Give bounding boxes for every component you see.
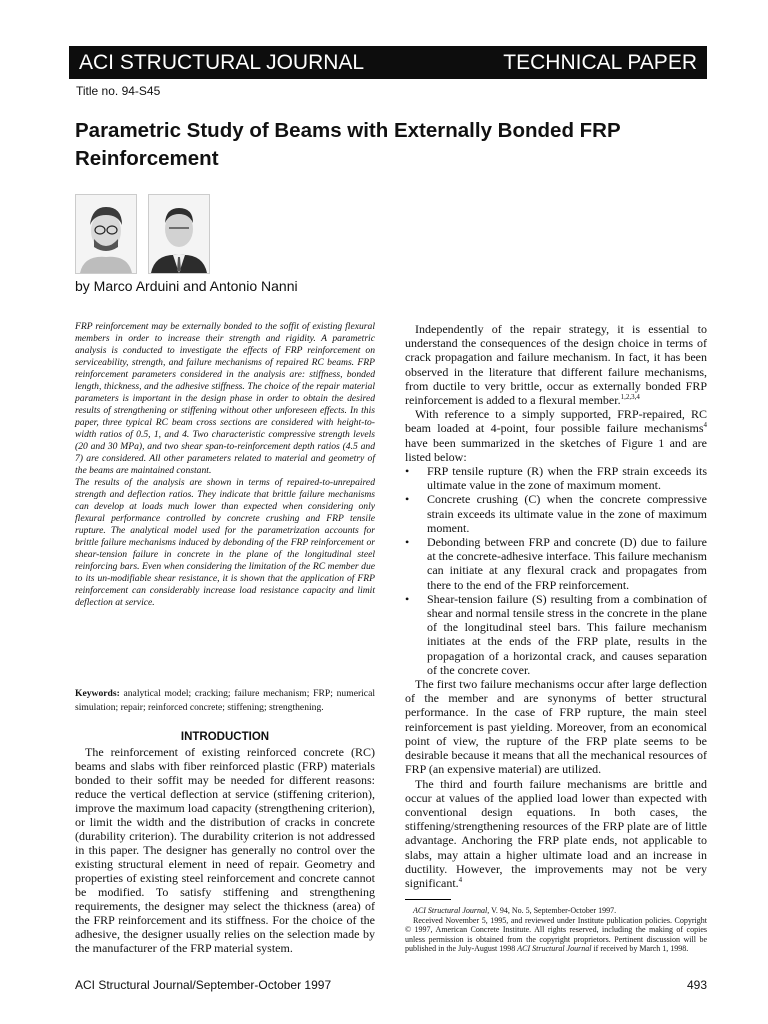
journal-header-bar — [69, 46, 707, 79]
body-paragraph — [405, 322, 707, 407]
author-photo-nanni — [148, 194, 210, 274]
publication-notes — [405, 906, 707, 954]
list-item: • Shear-tension failure (S) resulting from a combination of shear and normal tensile stress in the concrete in the plane of the longitudinal steel bars. This failure mechanism initiates at the ends of the FRP plate, results in the propagation of a horizontal crack, and causes separation of the concrete cover. — [405, 592, 707, 677]
footer-journal-issue: ACI Structural Journal/September-October 1997 — [75, 978, 332, 992]
body-paragraph — [405, 777, 707, 891]
author-byline: by Marco Arduini and Antonio Nanni — [75, 278, 298, 294]
page-number: 493 — [686, 978, 707, 992]
introduction-paragraph: The reinforcement of existing reinforced concrete (RC) beams and slabs with fiber reinforced plastic (FRP) materials bonded to their soffit may be needed for different reasons: reduce the vertical deflection at service (stiffening criterion), improve the maximum load capacity (strengthening criterion), or limit the width and the distribution of cracks in concrete (durability criterion). The durability criterion is not addressed in this paper. The designer has generally no control over the existing structural element in need of repair. Geometry and properties of existing steel reinforcement and concrete cannot be modified. To satisfy stiffening and strengthening requirements, the designer may select the thickness (area) of the FRP reinforcement and its stiffness. For the choice of the adhesive, the designer usually relies on the selection made by the manufacturer of the FRP material system. — [75, 745, 375, 955]
journal-name: ACI STRUCTURAL JOURNAL — [79, 50, 365, 74]
body-paragraph: The first two failure mechanisms occur after large deflection of the member and are synonyms of better structural performance. In the case of FRP rupture, the main steel reinforcement is past yielding. Moreover, from an economical point of view, the rupture of the FRP plate seems to be desirable because it means that all the mechanical resources of FRP (an expensive material) are utilized. — [405, 677, 707, 777]
journal-name-italic: ACI Structural Journal — [413, 906, 488, 915]
title-number: Title no. 94-S45 — [76, 84, 161, 98]
abstract-paragraph: FRP reinforcement may be externally bonded to the soffit of existing flexural members in order to increase their strength and rigidity. A parametric analysis is conducted to investigate the effects of FRP reinforcement on serviceability, strength, and failure mechanisms of repaired RC beams. FRP reinforcement parameters considered in the analysis are: stiffness, bonded length, thickness, and the adhesive stiffness. The choice of the repair material parameters is important in the design phase in order to obtain the desired results of strengthening or stiffening without other unforeseen effects. In this paper, three typical RC beam cross sections are considered with height-to-width ratios of 0.5, 1, and 4. Two characteristic compressive strength levels (20 and 30 MPa), and two shear span-to-reinforcement depth ratios (4.5 and 7) are considered. All other parameters related to material and geometry of the beams are maintained constant. — [75, 321, 375, 476]
failure-mechanism-list — [405, 464, 707, 677]
list-item: • Debonding between FRP and concrete (D) due to failure at the concrete-adhesive interface. This failure mechanism can initiate at any flexural crack and propagates from there to the end of the FRP reinforcement. — [405, 535, 707, 592]
footnote-divider — [405, 899, 451, 900]
abstract-paragraph: The results of the analysis are shown in terms of repaired-to-unrepaired strength and deflection ratios. They indicate that brittle failure mechanisms can develop at loads much lower than expected when considering only flexural performance controlled by concrete crushing and FRP tensile rupture. The analytical model used for the parametrization accounts for brittle failure mechanisms induced by debonding of the FRP reinforcement or shear-tension failure in concrete in the plane of the longitudinal steel reinforcing bars. Even when considering the limitation of the RC member due to its un-modifiable shear resistance, it is shown that the application of FRP reinforcement can considerably increase load resistance capacity and limit deflection at service. — [75, 477, 375, 608]
paper-type: TECHNICAL PAPER — [503, 50, 697, 74]
body-text: With reference to a simply supported, FRP-repaired, RC beam loaded at 4-point, four possible failure mechanisms — [405, 407, 707, 436]
note-text: if received by March 1, 1998. — [591, 944, 689, 953]
list-item: • FRP tensile rupture (R) when the FRP strain exceeds its ultimate value in the zone of maximum moment. — [405, 464, 707, 492]
keywords — [75, 687, 375, 715]
keywords-label: Keywords: — [75, 688, 120, 699]
note-text: Received November 5, 1995, and reviewed under Institute publication policies. Copyright © 1997, American Concrete Institute. All rights reserved, including the making of copies unless permission is obtained from the copyright proprietors. Pertinent discussion will be published in the July-August 1998 — [405, 915, 707, 953]
note-line — [405, 906, 707, 916]
right-column — [405, 322, 707, 890]
citation: 1,2,3,4 — [620, 393, 640, 402]
body-text: Independently of the repair strategy, it is essential to understand the consequences of the design choice in terms of crack propagation and failure mechanism. In fact, it has been observed in the literature that different failure mechanisms, from ductile to very brittle, occur as externally bonded FRP reinforcement is added to a flexural member. — [405, 322, 707, 408]
citation: 4 — [458, 875, 463, 884]
body-paragraph — [405, 407, 707, 464]
section-heading-introduction: INTRODUCTION — [180, 731, 270, 743]
author-photo-arduini — [75, 194, 137, 274]
note-text: , V. 94, No. 5, September-October 1997. — [487, 906, 617, 915]
body-text: The third and fourth failure mechanisms are brittle and occur at values of the applied load lower than expected with conventional design equations. In both cases, the stiffening/strengthening resources of the FRP plate are of little advantage. Anchoring the FRP plate ends, not applicable to slabs, may attain a higher ultimate load and an increase in ductility. However, the improvements may not be very significant. — [405, 776, 707, 890]
paper-title: Parametric Study of Beams with Externally Bonded FRP Reinforcement — [75, 119, 621, 170]
abstract — [75, 321, 375, 609]
list-item: • Concrete crushing (C) when the concrete compressive strain exceeds its ultimate value in the zone of maximum moment. — [405, 492, 707, 535]
journal-name-italic: ACI Structural Journal — [517, 944, 592, 953]
citation: 4 — [703, 421, 707, 430]
keywords-list: analytical model; cracking; failure mechanism; FRP; numerical simulation; repair; reinforced concrete; stiffening; strengthening. — [75, 688, 375, 713]
body-text: have been summarized in the sketches of Figure 1 and are listed below: — [405, 435, 707, 464]
note-line — [405, 916, 707, 954]
